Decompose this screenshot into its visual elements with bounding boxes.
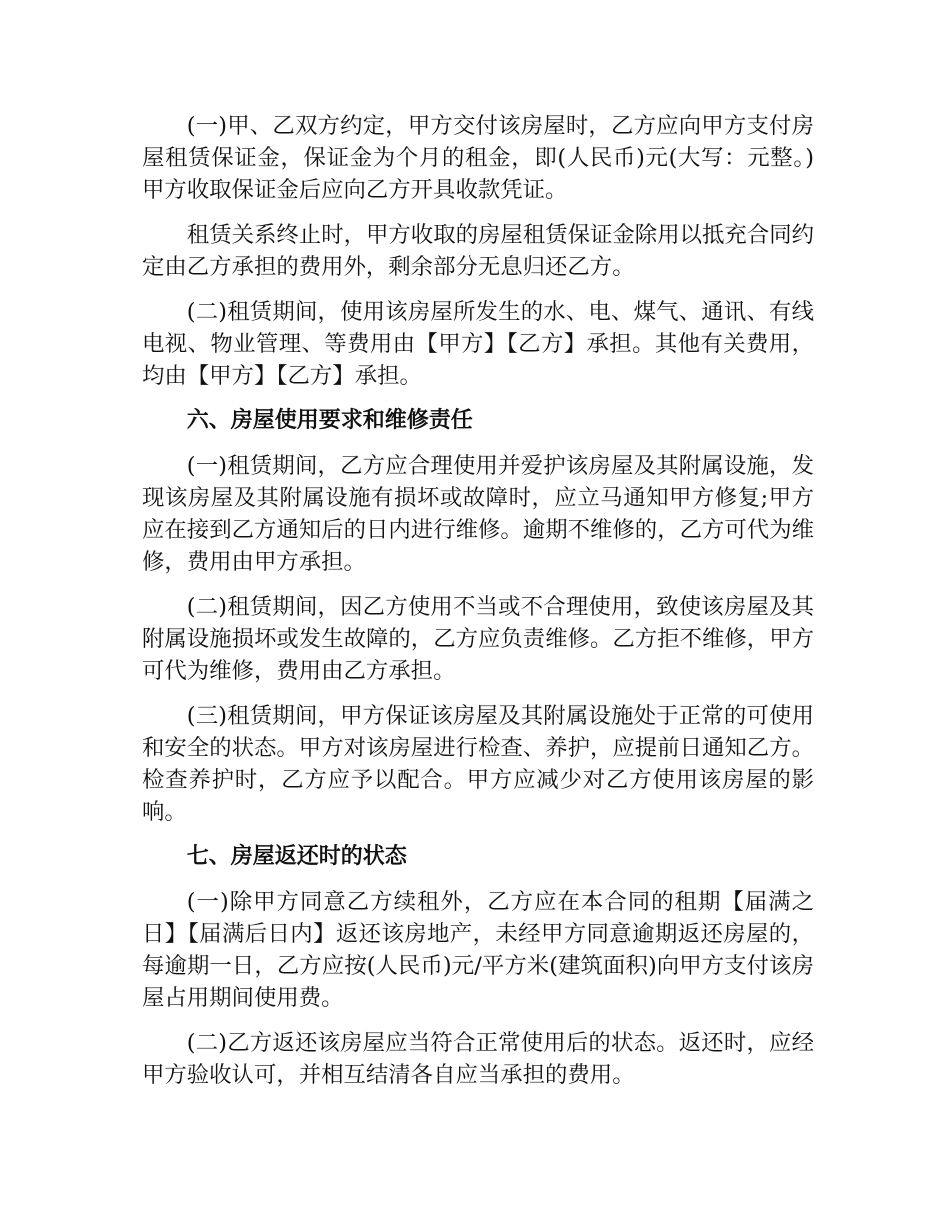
paragraph-return-deadline: (一)除甲方同意乙方续租外，乙方应在本合同的租期【届满之日】【届满后日内】返还该房地产，未经甲方同意逾期返还房屋的，每逾期一日，乙方应按(人民币)元/平方米(建筑面积)向甲方支付该房屋占用期间使用费。	[142, 889, 814, 1011]
paragraph-landlord-guarantee: (三)租赁期间，甲方保证该房屋及其附属设施处于正常的可使用和安全的状态。甲方对该房屋进行检查、养护，应提前日通知乙方。检查养护时，乙方应予以配合。甲方应减少对乙方使用该房屋的影响。	[142, 703, 814, 825]
section-heading-usage-maintenance: 六、房屋使用要求和维修责任	[186, 408, 473, 433]
paragraph-utility-fees: (二)租赁期间，使用该房屋所发生的水、电、煤气、通讯、有线电视、物业管理、等费用由【甲方】【乙方】承担。其他有关费用，均由【甲方】【乙方】承担。	[142, 299, 814, 389]
section-heading-return-condition: 七、房屋返还时的状态	[186, 844, 407, 869]
paragraph-return-state: (二)乙方返还该房屋应当符合正常使用后的状态。返还时，应经甲方验收认可，并相互结清各自应当承担的费用。	[142, 1030, 814, 1088]
paragraph-deposit-return: 租赁关系终止时，甲方收取的房屋租赁保证金除用以抵充合同约定由乙方承担的费用外，剩余部分无息归还乙方。	[142, 222, 814, 280]
paragraph-deposit-agreement: (一)甲、乙双方约定，甲方交付该房屋时，乙方应向甲方支付房屋租赁保证金，保证金为个月的租金，即(人民币)元(大写：元整。)甲方收取保证金后应向乙方开具收款凭证。	[142, 113, 814, 203]
paragraph-tenant-damage: (二)租赁期间，因乙方使用不当或不合理使用，致使该房屋及其附属设施损坏或发生故障的，乙方应负责维修。乙方拒不维修，甲方可代为维修，费用由乙方承担。	[142, 594, 814, 684]
document-page	[142, 110, 814, 1104]
paragraph-tenant-care: (一)租赁期间，乙方应合理使用并爱护该房屋及其附属设施，发现该房屋及其附属设施有损坏或故障时，应立马通知甲方修复;甲方应在接到乙方通知后的日内进行维修。逾期不维修的，乙方可代为维修，费用由甲方承担。	[142, 453, 814, 575]
